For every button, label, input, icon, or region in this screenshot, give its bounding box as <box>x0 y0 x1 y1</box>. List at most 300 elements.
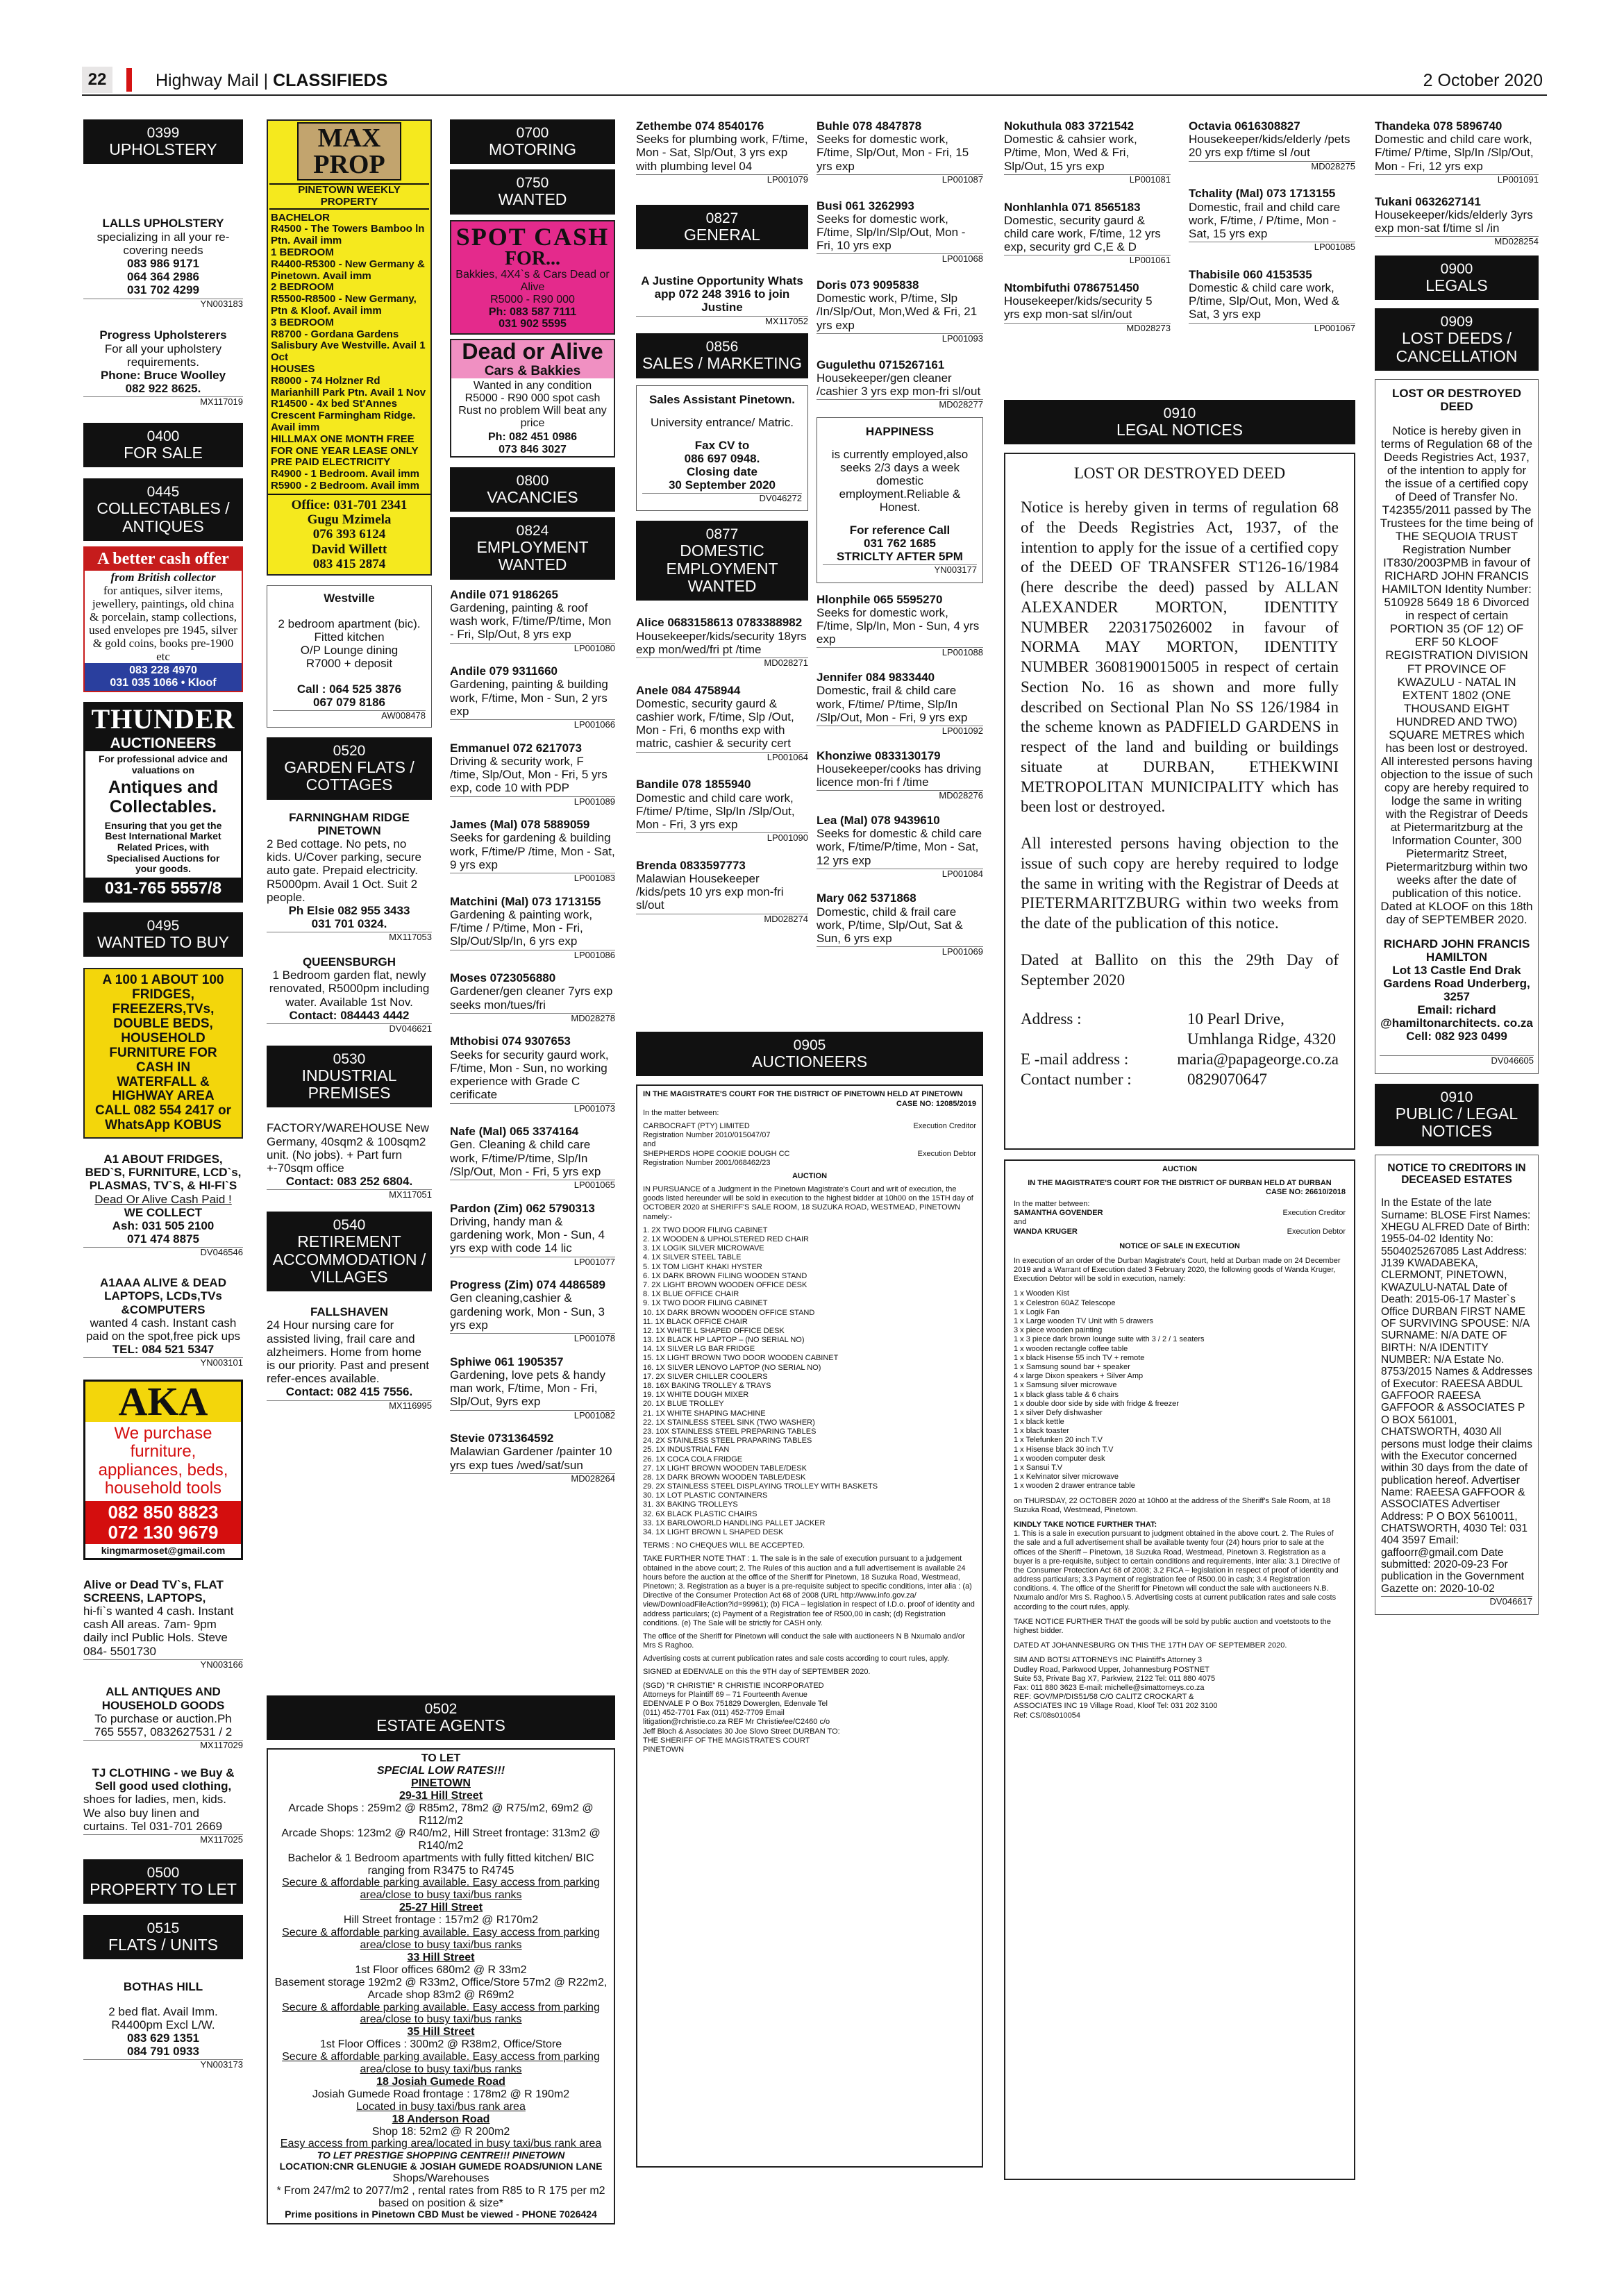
auction-item: 1 x Samsung sound bar + speaker <box>1014 1362 1130 1371</box>
legal-notices-block <box>1004 400 1355 2190</box>
ad-ref: LP001088 <box>817 647 983 658</box>
spot-cash-ad <box>450 220 615 335</box>
section-header <box>450 517 615 580</box>
section-header <box>267 737 432 800</box>
field-label: Contact number : <box>1021 1070 1132 1088</box>
ad-title: Gugulethu 0715267161 <box>817 358 945 371</box>
auction-item: 26. 1X COCA COLA FRIDGE <box>643 1455 743 1464</box>
ad-text: Domestic & child care work, P/time, Slp/Out, Mon, Wed & Sat, 3 yrs exp <box>1189 281 1339 321</box>
address: 25-27 Hill Street <box>399 1902 483 1914</box>
ad-ref: MD028271 <box>636 657 808 669</box>
ad-ref: LP001067 <box>1189 323 1355 334</box>
case-number: CASE NO: 12085/2019 <box>896 1099 976 1108</box>
ad-ref: DV046546 <box>83 1247 243 1258</box>
section-number: 0502 <box>424 1701 458 1717</box>
classified-ad <box>636 859 808 925</box>
notice-heading: NOTICE OF SALE IN EXECUTION <box>1119 1241 1240 1250</box>
section-title: WANTED <box>498 190 567 209</box>
auction-item: 1 x Kelvinator silver microwave <box>1014 1473 1119 1482</box>
auction-item: 12. 1X WHITE L SHAPED OFFICE DESK <box>643 1326 785 1335</box>
notice-text: Dated at Ballito on this the 29th Day of September 2020 <box>1021 950 1339 989</box>
column-5 <box>817 119 983 964</box>
ad-phone: 083 986 9171 <box>127 257 199 270</box>
ad-text: Shop 18: 52m2 @ R 200m2 <box>371 2125 510 2138</box>
notice-text: and <box>643 1140 656 1149</box>
classified-ad <box>83 1685 243 1751</box>
classified-ad <box>450 588 615 654</box>
section-title: SALES / MARKETING <box>642 354 803 373</box>
section-header <box>450 169 615 214</box>
publication-title: Highway Mail | CLASSIFIEDS <box>156 71 388 90</box>
classified-ad <box>83 1276 243 1368</box>
classified-ad <box>817 891 983 957</box>
ad-title: Emmanuel 072 6217073 <box>450 741 582 755</box>
ad-phone: Ph Elsie 082 955 3433 <box>288 903 410 917</box>
auction-item: 1 x Wooden Kist <box>1014 1289 1069 1298</box>
ad-ref: YN003166 <box>83 1659 243 1670</box>
section-header <box>83 478 243 541</box>
ad-title: Lea (Mal) 078 9439610 <box>817 813 940 827</box>
ad-text: WE COLLECT <box>124 1205 203 1219</box>
ad-text: Wanted in any condition R5000 - R90 000 spot cash Rust no problem Will beat any price <box>458 380 607 429</box>
classified-ad <box>1189 119 1355 171</box>
classified-ad <box>817 749 983 801</box>
section-header <box>267 1046 432 1108</box>
auction-item: 24. 2X STAINLESS STEEL PRAPARING TABLES <box>643 1436 812 1446</box>
classified-ad <box>83 1980 243 2070</box>
classified-ad <box>1004 201 1171 267</box>
ad-text: Domestic, child & frail care work, P/time, Slp/Out, Sat & Sun, 6 yrs exp <box>817 905 963 946</box>
ad-title: NOTICE TO CREDITORS IN DECEASED ESTATES <box>1387 1162 1526 1186</box>
ad-title: Sphiwe 061 1905357 <box>450 1355 564 1368</box>
listing-line: R4900 - 1 Bedroom. Avail imm <box>271 468 419 480</box>
ad-title: Tukani 0632627141 <box>1375 194 1481 208</box>
listing-line: R4500 - The Towers Bamboo ln Ptn. Avail imm <box>271 223 425 247</box>
address: 33 Hill Street <box>407 1951 475 1963</box>
ad-ref: LP001077 <box>450 1257 615 1268</box>
sales-assistant-ad <box>636 385 808 512</box>
ad-text: Housekeeper/cooks has driving licence mon-fri f /time <box>817 762 982 789</box>
ad-ref: LP001083 <box>450 873 615 884</box>
ad-text: hi-fi`s wanted 4 cash. Instant cash All areas. 7am- 9pm daily incl Public Hols. Steve 084- 5501730 <box>83 1604 234 1658</box>
auction-item: 3. 1X LOGIK SILVER MICROWAVE <box>643 1244 764 1253</box>
classified-ad <box>1375 119 1539 185</box>
ad-ref: LP001080 <box>450 643 615 654</box>
ad-title: BOTHAS HILL <box>123 1980 203 1994</box>
ad-ref: LP001065 <box>450 1180 615 1191</box>
ad-title: Mary 062 5371868 <box>817 891 916 905</box>
attorney-signature: (SGD) "R CHRISTIE" R CHRISTIE INCORPORATED Attorneys for Plaintiff 69 – 71 Fourteenth Avenue EDENVALE P O Box 751829 Dowerglen, Edenvale Tel (011) 452-7701 Fax (011) 452-7709 Email litigation@rchristie.co.za REF Mr Christie/ee/C2460 c/o Jeff Bloch & Associates 30 Joe Slovo Street DURBAN TO: THE SHERIFF OF THE MAGISTRATE'S COURT PINETOWN <box>643 1681 840 1754</box>
ad-text: To purchase or auction.Ph 765 5557, 0832627531 / 2 <box>94 1711 233 1739</box>
attorney-signature: SIM AND BOTSI ATTORNEYS INC Plaintiff's Attorney 3 Dudley Road, Parkwood Upper, Johannesburg POSTNET Suite 53, Private Bag X7, Parkview, 2122 Tel: 011 880 4075 Fax: 011 880 3623 E-mail: michelle@simattorneys.co.za REF: GOV/MP/DIS51/58 C/O CALITZ CROCKART & ASSOCIATES INC 19 Village Road, Kloof Tel: 031 202 3100 Ref: CS/08s010054 <box>1014 1656 1218 1720</box>
classified-ad <box>817 358 983 410</box>
classified-ad <box>267 811 432 944</box>
ad-text: For professional advice and valuations on <box>99 753 228 776</box>
notice-text: on THURSDAY, 22 OCTOBER 2020 at 10h00 at the address of the Sheriff's Sale Room, at 18 Suzuka Road, Westmead, Pinetown. <box>1014 1496 1331 1514</box>
listing-line: HILLMAX ONE MONTH FREE FOR ONE YEAR LEASE ONLY PRE PAID ELECTRICITY <box>271 433 419 469</box>
ad-title: Andile 071 9186265 <box>450 587 558 601</box>
section-number: 0824 <box>516 523 549 539</box>
auction-item: 1 x wooden computer desk <box>1014 1454 1105 1463</box>
notice-text: DATED AT JOHANNESBURG ON THIS THE 17TH DAY OF SEPTEMBER 2020. <box>1014 1641 1287 1650</box>
ad-text: Secure & affordable parking available. Easy access from parking area/close to busy taxi/bus ranks <box>282 1877 600 1902</box>
notice-heading: AUCTION <box>1162 1165 1198 1174</box>
ad-text: R7000 + deposit <box>305 657 393 671</box>
address: 29-31 Hill Street <box>399 1790 483 1802</box>
ad-text: Seeks for domestic work, F/time, Slp/In, Mon - Sun, 4 yrs exp <box>817 605 980 646</box>
ad-title: HAPPINESS <box>865 424 935 438</box>
ad-text: Hill Street frontage : 157m2 @ R170m2 <box>343 1914 539 1927</box>
ad-text: Basement storage 192m2 @ R33m2, Office/Store 57m2 @ R22m2, Arcade shop 83m2 @ R69m2 <box>274 1976 608 2001</box>
classified-ad <box>83 1153 243 1258</box>
ad-text: wanted 4 cash. Instant cash paid on the spot,free pick ups <box>85 1316 241 1343</box>
ad-text: Arcade Shops: 123m2 @ R40/m2, Hill Street frontage: 313m2 @ R140/m2 <box>281 1827 601 1852</box>
ad-ref: MD028264 <box>450 1473 615 1484</box>
notice-text: TAKE FURTHER NOTE THAT : 1. The sale is in the sale of execution pursuant to a judgement obtained in the above court; 2. The Rules of this auction and a full advertisement is available 24 hours before the auction at the office of the Sheriff for Pinetown, 18 Suzuka Road, Westmead, Pinetown; 3. Registration as a buyer is a pre-requisite subject to specific conditions, inter alia : (a) Directive of the Consumer Protection Act 68 of 2008 (URL http://www.info.gov.za/ view/DownloadFileAction?id=99961); (b) FICA – legislation in respect of I.D.o. proof of identity and address particulars; (c) Payment of a Registration fee of R500,00 in cash; (d) Registration conditions. (e) The Sale will be strictly for CASH only. <box>643 1555 975 1627</box>
classified-ad <box>636 778 808 844</box>
ad-text: PINETOWN <box>411 1777 471 1790</box>
classified-ad <box>450 818 615 884</box>
auction-item: 33. 1X BARLOWORLD HANDLING PALLET JACKER <box>643 1518 826 1527</box>
ad-text: Josiah Gumede Road frontage : 178m2 @ R 190m2 <box>312 2088 570 2100</box>
classified-ad <box>450 1034 615 1114</box>
ad-subtitle: SPECIAL LOW RATES!!! <box>376 1765 505 1777</box>
estate-agents-block <box>267 1695 615 2234</box>
notice-text: Notice is hereby given in terms of regulation 68 of the Deeds Registries Act, 1937, of the intention to apply for the issue of a certified copy of the DEED OF TRANSFER ST126-16/1984 (here describe the deed) passed by ALLAN ALEXANDER MORTON, IDENTITY NUMBER 2203175026002 in favour of NORMA MAY MORTON, IDENTITY NUMBER 3608190015005 in respect of certain Section No. 16 as shown and more fully described on Sectional Plan No SS 126/1984 in the scheme known as PADFIELD GARDENS in respect of the land and building or buildings situate at DURBAN, ETHEKWINI METROPOLITAN MUNICIPALITY which has been lost or destroyed. <box>1021 498 1339 816</box>
ad-text: Phone: Bruce Woolley <box>100 368 226 382</box>
classified-ad <box>83 1578 243 1670</box>
ad-title: THUNDER <box>85 704 241 735</box>
ad-text: Seeks for plumbing work, F/time, Mon - Sat, Slp/Out, 3 yrs exp with plumbing level 04 <box>636 133 808 173</box>
ad-ref: MD028276 <box>817 790 983 801</box>
ad-text: Housekeeper/gen cleaner /cashier 3 yrs exp mon-fri sl/out <box>817 371 981 398</box>
classified-ad <box>636 616 808 668</box>
section-title: EMPLOYMENT WANTED <box>476 538 589 574</box>
auction-item: 20. 1X BLUE TROLLEY <box>643 1400 724 1409</box>
listing-line: BACHELOR <box>271 211 330 224</box>
notice-text: TERMS : NO CHEQUES WILL BE ACCEPTED. <box>643 1541 805 1550</box>
party-role: Execution Creditor <box>1282 1209 1346 1218</box>
ad-text: R5000 - R90 000 <box>490 293 575 305</box>
address: 35 Hill Street <box>407 2026 475 2038</box>
ad-phone: 083 415 2874 <box>312 556 386 571</box>
classified-ad <box>450 741 615 807</box>
ad-text: Notice is hereby given in terms of Regulation 68 of the Deeds Registries Act, 1937, of the intention to apply for the issue of a certified copy of Deed of Transfer No. T42355/2011 passed by The Trustees for the time being of THE SEQUOIA TRUST Registration Number IT830/2003PMB in favour of RICHARD JOHN FRANCIS HAMILTON Identity Number: 510928 5649 18 6 Divorced in respect of certain PORTION 35 (OF 12) OF ERF 50 KLOOF REGISTRATION DIVISION FT PROVINCE OF KWAZULU - NATAL IN EXTENT 1802 (ONE THOUSAND EIGHT HUNDRED AND TWO) SQUARE METRES which has been lost or destroyed. All interested persons having objection to the issue of such copy are hereby required to lodge the same in writing with the Registrar of Deeds at Pietermaritzburg at the Information Counter, 300 Pietermaritz Street, Pietermaritzburg within two weeks after the date of publication of this notice. Dated at KLOOF on this 18th day of SEPTEMBER 2020. <box>1380 424 1534 927</box>
section-header <box>267 1212 432 1291</box>
ad-title: Thandeka 078 5896740 <box>1375 119 1502 133</box>
auction-item: 1 x silver Defy dishwasher <box>1014 1408 1103 1417</box>
aka-ad <box>83 1380 243 1559</box>
ad-text: Gardening & painting work, F/time / P/time, Mon - Fri, Slp/Out/Slp/In, 6 yrs exp <box>450 907 593 948</box>
party-registration: Registration Number 2010/015047/07 <box>643 1131 771 1140</box>
ad-title: LOST OR DESTROYED DEED <box>1391 386 1522 413</box>
section-number: 0400 <box>147 428 180 444</box>
phone: 0829070647 <box>1187 1070 1267 1088</box>
auction-item: 22. 1X STAINLESS STEEL SINK (TWO WASHER) <box>643 1418 815 1427</box>
court-name: IN THE MAGISTRATE'S COURT FOR THE DISTRICT OF PINETOWN HELD AT PINETOWN <box>643 1090 963 1099</box>
classified-ad <box>83 1766 243 1845</box>
classified-ad <box>450 1278 615 1344</box>
auction-item: 8. 1X BLUE OFFICE CHAIR <box>643 1290 739 1299</box>
column-3 <box>450 119 615 1491</box>
ad-ref: YN003173 <box>83 2059 243 2070</box>
classified-ad <box>83 217 243 309</box>
ad-ref: LP001064 <box>636 752 808 763</box>
ad-ref: MD028277 <box>817 399 983 410</box>
ad-text: We purchase furniture, appliances, beds, household tools <box>98 1424 228 1498</box>
ad-title: Progress (Zim) 074 4486589 <box>450 1278 605 1292</box>
phone: Cell: 082 923 0499 <box>1406 1030 1507 1044</box>
section-header <box>636 205 808 249</box>
auction-item: 1 x black Hisense 55 inch TV + remote <box>1014 1353 1145 1362</box>
thunder-auctioneers-ad <box>83 702 243 903</box>
ad-text: Secure & affordable parking available. Easy access from parking area/close to busy taxi/bus ranks <box>282 1927 600 1951</box>
classified-ad <box>83 328 243 408</box>
ad-title: LALLS UPHOLSTERY <box>102 217 224 231</box>
ad-ref: YN003101 <box>83 1357 243 1368</box>
address: 10 Pearl Drive, <box>1187 1010 1284 1028</box>
auction-item: 1 x black toaster <box>1014 1427 1070 1436</box>
address: 18 Josiah Gumede Road <box>376 2075 505 2088</box>
party-name: SHEPHERDS HOPE COOKIE DOUGH CC <box>643 1149 790 1158</box>
ad-ref: LP001073 <box>450 1103 615 1114</box>
ad-text: For reference Call <box>849 523 951 537</box>
party-role: Execution Creditor <box>913 1121 976 1130</box>
auction-item: 32. 6X BLACK PLASTIC CHAIRS <box>643 1509 757 1518</box>
ad-text: Housekeeper/kids/elderly /pets 20 yrs exp f/time sl /out <box>1189 133 1350 160</box>
classified-ad <box>450 664 615 730</box>
ad-text: Arcade Shops : 259m2 @ R85m2, 78m2 @ R75/m2, 69m2 @ R112/m2 <box>288 1802 594 1827</box>
section-header <box>1375 308 1539 371</box>
auction-item: 31. 3X BAKING TROLLEYS <box>643 1500 738 1509</box>
section-number: 0905 <box>793 1037 826 1053</box>
section-title: VACANCIES <box>487 487 578 506</box>
ad-text: Located in busy taxi/bus rank area <box>356 2100 526 2113</box>
ad-ref: LP001084 <box>817 869 983 880</box>
ad-title: Khonziwe 0833130179 <box>817 748 941 762</box>
ad-ref: LP001082 <box>450 1410 615 1421</box>
domestic-employment-list <box>1004 119 1171 333</box>
ad-text: Bachelor & 1 Bedroom apartments with fully fitted kitchen/ BIC ranging from R3475 to R4745 <box>287 1852 594 1877</box>
party-registration: Registration Number 2001/068462/23 <box>643 1158 771 1167</box>
ad-title: Nonhlanhla 071 8565183 <box>1004 200 1141 214</box>
ad-title: Brenda 0833597773 <box>636 858 746 872</box>
section-header <box>83 1915 243 1959</box>
ad-phone: Ash: 031 505 2100 <box>112 1219 215 1233</box>
party-name: WANDA KRUGER <box>1014 1227 1078 1236</box>
column-8 <box>1375 119 1539 1625</box>
auction-item-list <box>643 1226 976 1537</box>
notice-text: Advertising costs at current publication rates and sale costs according to court rules, apply. <box>643 1654 950 1664</box>
ad-title: Matchini (Mal) 073 1713155 <box>450 894 601 908</box>
ad-title: Stevie 0731364592 <box>450 1432 554 1446</box>
section-number: 0500 <box>147 1864 180 1881</box>
auction-item: 16. 1X SILVER LENOVO LAPTOP (NO SERIAL NO) <box>643 1363 821 1372</box>
ad-text: Dead Or Alive Cash Paid ! <box>94 1192 232 1206</box>
section-number: 0856 <box>705 339 739 355</box>
listing-line: R14500 - 4x bed St'Annes Crescent Farmingham Ridge. Avail imm <box>271 398 416 433</box>
section-header <box>636 521 808 601</box>
ad-text: Fax CV to <box>694 438 750 452</box>
ad-ref: LP001066 <box>450 719 615 730</box>
classified-ad <box>1189 187 1355 253</box>
ad-phone: 031 701 0324. <box>311 917 387 931</box>
ad-text: Housekeeper/kids/security 5 yrs exp mon-sat sl/in/out <box>1004 294 1153 321</box>
section-title: GARDEN FLATS / COTTAGES <box>284 757 415 794</box>
ad-ref: MD028254 <box>1375 236 1539 247</box>
auction-item: 5. 1X TOM LIGHT KHAKI HYSTER <box>643 1262 762 1271</box>
ad-title: Pardon (Zim) 062 5790313 <box>450 1201 595 1215</box>
ad-text: Gen. Cleaning & child care work, F/time/P/time, Slp/In /Slp/Out, Mon - Fri, 5 yrs exp <box>450 1138 601 1178</box>
auction-item: 3 x piece wooden painting <box>1014 1326 1103 1335</box>
section-number: 0399 <box>147 125 180 141</box>
ad-text: A Justine Opportunity Whats app 072 248 3916 to join Justine <box>641 274 803 315</box>
section-title: LOST DEEDS / CANCELLATION <box>1396 329 1518 365</box>
ad-ref: DV046605 <box>1380 1055 1534 1066</box>
ad-text: Gardener/gen cleaner 7yrs exp seeks mon/tues/fri <box>450 984 613 1012</box>
ad-title: James (Mal) 078 5889059 <box>450 818 590 832</box>
classified-ad <box>450 1202 615 1268</box>
ad-text: 30 September 2020 <box>668 478 776 492</box>
ad-title: Dead or Alive <box>451 340 614 364</box>
classified-ad <box>267 1305 432 1411</box>
ad-title: Busi 061 3262993 <box>817 199 914 212</box>
section-title: LEGALS <box>1425 276 1488 294</box>
ad-title: Nafe (Mal) 065 3374164 <box>450 1125 579 1139</box>
column-7 <box>1189 119 1355 340</box>
notice-text: IN PURSUANCE of a Judgment in the Pinetown Magistrate's Court and writ of execution, the goods listed hereunder will be sold in execution to the highest bidder at 10h00 on the 15TH day of OCTOBER 2020 at SHERIFF'S SALE ROOM, 18 SUZUKA ROAD, WESTMEAD, PINETOWN namely:- <box>643 1185 973 1221</box>
ad-phone: 084 791 0933 <box>127 2045 199 2059</box>
section-header <box>450 467 615 512</box>
ad-title: A better cash offer <box>85 548 242 571</box>
ad-email: kingmarmoset@gmail.com <box>101 1544 226 1556</box>
ad-phone: 031 035 1066 • Kloof <box>110 677 217 689</box>
section-number: 0800 <box>516 472 549 489</box>
section-number: 0495 <box>147 917 180 934</box>
ad-ref: LP001069 <box>817 946 983 957</box>
ad-ref: MD028275 <box>1189 161 1355 172</box>
ad-text: TO LET PRESTIGE SHOPPING CENTRE!!! PINETOWN <box>317 2150 565 2161</box>
notice-text: KINDLY TAKE NOTICE FURTHER THAT: <box>1014 1520 1157 1529</box>
ad-phone: 031-765 5557/8 <box>85 878 241 900</box>
auction-item: 1 x Samsung silver microwave <box>1014 1381 1117 1390</box>
page-header <box>82 65 1547 96</box>
party-name: CARBOCRAFT (PTY) LIMITED <box>643 1121 750 1130</box>
email: Email: richard @hamiltonarchitects. co.za <box>1380 1003 1533 1030</box>
ad-title: FALLSHAVEN <box>310 1305 389 1319</box>
court-auction-notice <box>636 1084 983 2168</box>
ad-title: A1 ABOUT FRIDGES, BED`S, FURNITURE, LCD`s, PLASMAS, TV`S, & HI-FI`S <box>85 1153 242 1193</box>
ad-title: Moses 0723056880 <box>450 971 556 985</box>
auction-item: 1 x black kettle <box>1014 1418 1064 1427</box>
section-header <box>267 1695 615 1740</box>
ad-subtitle: FOR... <box>504 247 561 269</box>
ad-text: University entrance/ Matric. <box>651 415 794 429</box>
ad-text: STRICLTY AFTER 5PM <box>837 550 963 564</box>
auction-item-list <box>1014 1289 1346 1491</box>
listing-line: 2 BEDROOM <box>271 281 334 294</box>
section-header <box>450 119 615 164</box>
ad-text: FACTORY/WAREHOUSE New Germany, 40sqm2 & 100sqm2 unit. (No jobs). + Part furn +-70sqm office <box>267 1121 429 1175</box>
notice-text: 1. This is a sale in execution pursuant to judgment obtained in the above court. 2. The Rules of the sale and a full advertisement shall be available twenty four (24) hours prior to sale at the offices of the Sheriff – Pinetown, 18 Suzuka Road, Westmead, Pinetown 3. Registration as a buyer is a pre-requisite, subject to certain conditions and requirements, inter alia: 3.1 Directive of the Consumer Protection Act 68 of 2008; 3.2 FICA – legislation in respect of proof of identity and address particulars; 3.3 Payment of registration fee of R500.00 in cash; 3.4 Registration conditions. 4. The office of the Sheriff for Pinetown will conduct the sale with auctioneers N.B. Nxumalo and/or Mrs S. Raghoo.\ 5. Advertising costs at current publication rates and sale costs according to the court rules, apply. <box>1014 1530 1340 1611</box>
ad-text: Domestic, frail & child care work, F/time/ P/time, Slp/In /Slp/Out, Mon - Fri, 9 yrs exp <box>817 684 968 724</box>
section-header <box>83 1859 243 1904</box>
ad-text: Ensuring that you get the Best International Market Related Prices, with Specialised Auctions for your goods. <box>104 819 222 875</box>
section-title: ESTATE AGENTS <box>376 1716 505 1735</box>
section-name: CLASSIFIEDS <box>273 71 388 90</box>
auction-item: 1 x 3 piece dark brown lounge suite with 3 / 2 / 1 seaters <box>1014 1335 1205 1344</box>
ad-text: specializing in all your re-covering needs <box>97 230 230 257</box>
section-number: 0750 <box>516 175 549 192</box>
ad-text: Driving & security work, F /time, Slp/Out, Mon - Fri, 5 yrs exp, code 10 with PDP <box>450 754 608 795</box>
listing-line: R8000 - 74 Holzner Rd Marianhill Park Ptn. Avail 1 Nov <box>271 374 426 399</box>
domestic-employment-list <box>1189 119 1355 333</box>
ad-phone: 031 902 5595 <box>499 318 567 330</box>
ad-ref: LP001078 <box>450 1333 615 1344</box>
ad-phone: 082 850 8823 <box>108 1501 219 1523</box>
auction-item: 1 x Celestron 60AZ Telescope <box>1014 1298 1116 1307</box>
auction-item: 14. 1X SILVER LG BAR FRIDGE <box>643 1345 755 1354</box>
ad-title: SPOT CASH <box>455 222 610 251</box>
ad-ref: LP001089 <box>450 796 615 807</box>
ad-ref: MX117051 <box>267 1189 432 1200</box>
lost-deed-notice <box>1004 453 1355 1150</box>
ad-phone: Contact: 083 252 6804. <box>285 1175 413 1189</box>
notice-text: TAKE NOTICE FURTHER THAT the goods will be sold by public auction and voetstoots to the highest bidder. <box>1014 1617 1331 1636</box>
ad-ref: MX117029 <box>83 1740 243 1751</box>
section-number: 0827 <box>705 210 739 226</box>
ad-ref: LP001091 <box>1375 174 1539 185</box>
ad-ref: MD028273 <box>1004 323 1171 334</box>
maxprop-ad <box>267 119 432 576</box>
ad-ref: DV046621 <box>267 1023 432 1034</box>
ad-title: TO LET <box>421 1752 461 1765</box>
creditors-notice <box>1375 1155 1539 1615</box>
ad-phone: 082 922 8625. <box>125 382 201 396</box>
ad-ref: LP001093 <box>817 333 983 344</box>
ad-text: Bakkies, 4X4`s & Cars Dead or Alive <box>455 268 610 293</box>
ad-text: Antiques and Collectables. <box>108 777 219 816</box>
ad-text: is currently employed,also seeks 2/3 days a week domestic employment.Reliable & Honest. <box>831 447 969 514</box>
ad-text: Prime positions in Pinetown CBD Must be viewed - PHONE 7026424 <box>285 2209 597 2220</box>
section-number: 0910 <box>1163 405 1196 421</box>
section-title: DOMESTIC EMPLOYMENT WANTED <box>666 542 778 595</box>
ad-ref: DV046617 <box>1381 1596 1532 1607</box>
ad-text: Domestic, frail and child care work, F/time, / P/time, Mon - Sat, 15 yrs exp <box>1189 200 1341 240</box>
auction-item: 7. 2X LIGHT BROWN WOODEN OFFICE DESK <box>643 1280 807 1289</box>
domestic-employment-list <box>817 119 983 410</box>
auction-item: 11. 1X BLACK OFFICE CHAIR <box>643 1317 748 1326</box>
classified-ad <box>450 971 615 1023</box>
ad-phone: 064 364 2986 <box>127 270 199 284</box>
classified-ad <box>817 278 983 344</box>
section-number: 0910 <box>1440 1089 1473 1105</box>
ad-text: 1st Floor offices 680m2 @ R 33m2 <box>355 1963 527 1976</box>
auction-item: 19. 1X WHITE DOUGH MIXER <box>643 1391 749 1400</box>
issue-date: 2 October 2020 <box>1423 71 1543 90</box>
party-role: Execution Debtor <box>917 1149 976 1158</box>
ad-phone: 083 629 1351 <box>127 2031 199 2045</box>
ad-title: AKA <box>85 1382 241 1422</box>
happiness-ad <box>817 417 983 583</box>
auction-item: 6. 1X DARK BROWN FILING WOODEN STAND <box>643 1271 807 1280</box>
publication-name: Highway Mail <box>156 71 259 90</box>
ad-text: Gen cleaning,cashier & gardening work, Mon - Sun, 3 yrs exp <box>450 1291 605 1332</box>
ad-phone: 073 846 3027 <box>499 443 567 455</box>
ad-text: Domestic work, P/time, Slp /In/Slp/Out, Mon,Wed & Fri, 21 yrs exp <box>817 292 978 332</box>
auction-item: 18. 16X BAKING TROLLEY & TRAYS <box>643 1382 771 1391</box>
ad-text: Seeks for domestic & child care work, F/time/P/time, Mon - Sat, 12 yrs exp <box>817 827 982 867</box>
